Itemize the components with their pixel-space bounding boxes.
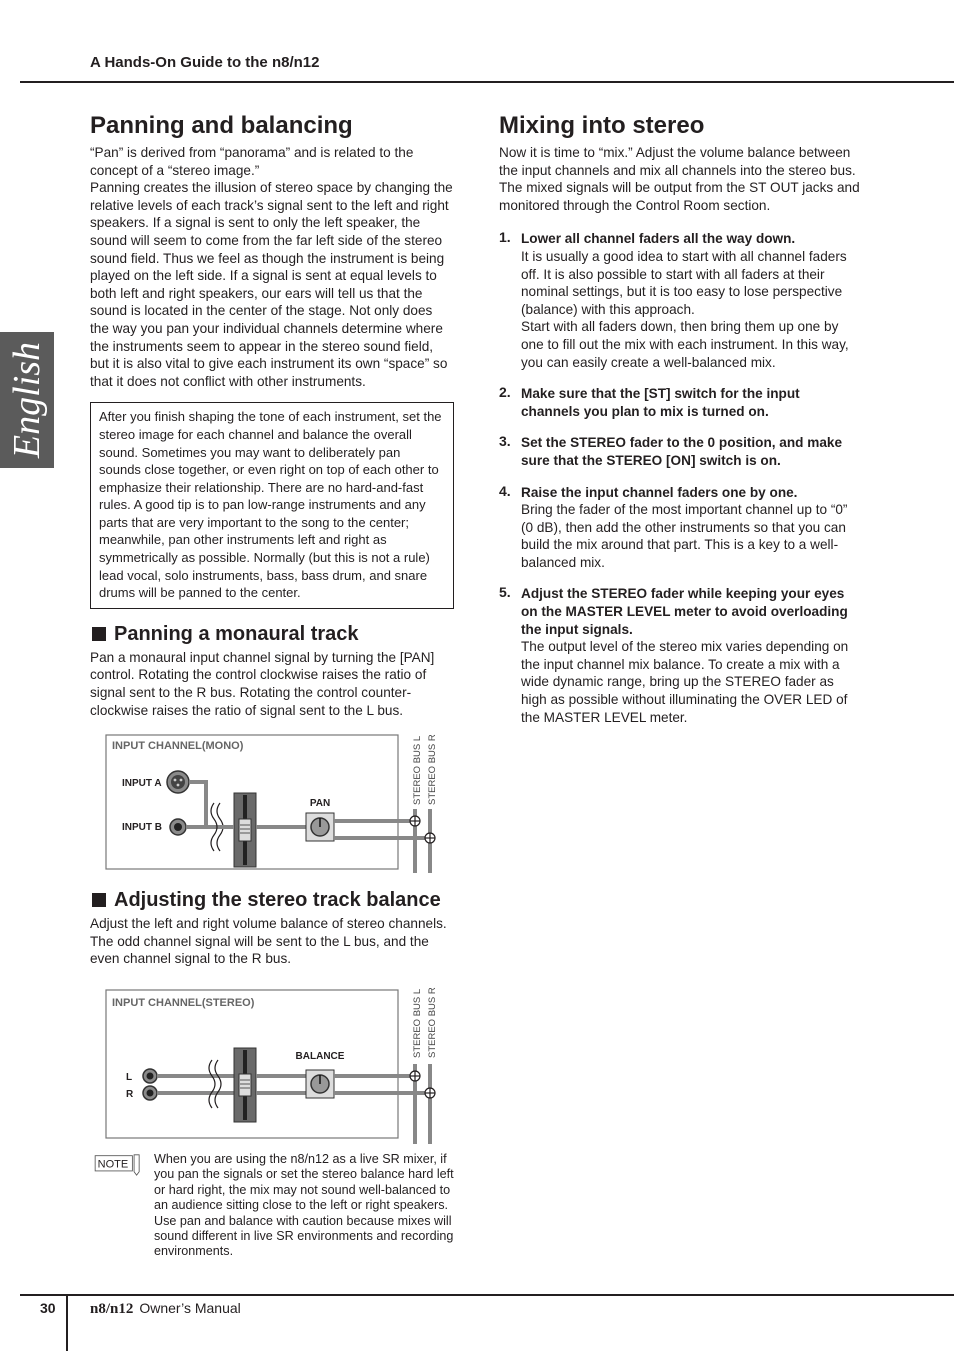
step-heading: Lower all channel faders all the way down. bbox=[521, 231, 796, 247]
language-tab bbox=[0, 332, 54, 468]
section-title-panning: Panning and balancing bbox=[90, 112, 353, 139]
step-number: 3. bbox=[499, 433, 511, 450]
intro-paragraph: “Pan” is derived from “panorama” and is related to the concept of a “stereo image.” bbox=[90, 145, 414, 178]
fader-icon bbox=[234, 1048, 256, 1122]
l-input-label: L bbox=[126, 1072, 133, 1083]
note-tag-icon bbox=[92, 1154, 144, 1176]
step-heading: Raise the input channel faders one by one. bbox=[521, 484, 798, 500]
mono-channel-title: INPUT CHANNEL(MONO) bbox=[112, 740, 244, 753]
step-body: Bring the fader of the most important channel up to “0” (0 dB), then add the other instruments so that you can build the mix around that part. This is a key to a well-balanced mix. bbox=[521, 502, 848, 570]
footer-rule bbox=[20, 1294, 954, 1296]
mono-paragraph: Pan a monaural input channel signal by turning the [PAN] control. Rotating the control clockwise raises the ratio of signal sent to the R bus. Rotating the control counter-clockwise raises the ratio of signal sent to the L bus. bbox=[90, 649, 435, 718]
input-a-label: INPUT A bbox=[122, 778, 162, 790]
stereo-paragraph: Adjust the left and right volume balance of stereo channels. The odd channel signal will be sent to the L bus, and the even channel signal to the R bus. bbox=[90, 916, 447, 967]
step-3 bbox=[499, 434, 861, 469]
subsection-title-mono-text: Panning a monaural track bbox=[114, 622, 359, 645]
manual-label: Owner’s Manual bbox=[139, 1300, 241, 1316]
note-tag-label: NOTE bbox=[97, 1158, 129, 1171]
pan-knob-icon bbox=[306, 813, 334, 841]
step-body-2: Start with all faders down, then bring them up one by one to fill out the mix with each instrument. In this way, you can easily create a well-balanced mix. bbox=[521, 319, 849, 370]
pan-label: PAN bbox=[309, 798, 331, 810]
step-5 bbox=[499, 585, 861, 726]
step-number: 1. bbox=[499, 229, 511, 246]
stereo-channel-title: INPUT CHANNEL(STEREO) bbox=[112, 997, 255, 1009]
fader-icon bbox=[234, 793, 256, 867]
mono-channel-diagram bbox=[90, 733, 454, 873]
section-title-mixing: Mixing into stereo bbox=[499, 112, 705, 139]
header-rule bbox=[20, 81, 954, 83]
step-body: The output level of the stereo mix varies depending on the input channel mix balance. To create a mix with a wide dynamic range, bring up the STEREO fader as high as possible without illuminating the OVER LED of the MASTER LEVEL meter. bbox=[521, 639, 849, 725]
panning-paragraph: Panning creates the illusion of stereo space by changing the relative levels of each track’s signal sent to the left and right speakers. If a signal is sent to only the left speaker, the sound will seem to come from the far left side of the stereo sound field. Thus we feel as though the instrument is being played on the left side. If a signal is sent at equal levels to both left and right speakers, our ears will tell us that the sound is located in the center of the stage. Not only does the way you pan your individual channels determine where the instruments seem to appear in the stereo sound field, but it is also vital to give each instrument its own “space” so that it does not conflict with other instruments. bbox=[90, 180, 453, 389]
xlr-jack-icon bbox=[167, 771, 189, 793]
stereo-channel-diagram bbox=[90, 984, 454, 1144]
mixing-output: The mixed signals will be output from the ST OUT jacks and monitored through the Control Room section. bbox=[499, 180, 860, 213]
stereo-bus-r-label: STEREO BUS R bbox=[427, 734, 438, 806]
r-jack-icon bbox=[143, 1086, 157, 1100]
note-text: When you are using the n8/n12 as a live SR mixer, if you pan the signals or set the stereo balance hard left or hard right, the mix may not sound well-balanced to an audience sitting close to the left or right speakers. Use pan and balance with caution because mixes will sound different in live SR environments and recording environments. bbox=[154, 1152, 454, 1259]
language-tab-label: English bbox=[6, 341, 48, 459]
step-4 bbox=[499, 484, 861, 572]
step-number: 4. bbox=[499, 482, 511, 499]
step-2 bbox=[499, 385, 861, 420]
page-number: 30 bbox=[40, 1300, 56, 1316]
mono-channel-svg bbox=[90, 733, 454, 873]
square-bullet-icon bbox=[92, 893, 106, 907]
mixing-intro: Now it is time to “mix.” Adjust the volume balance between the input channels and mix all channels into the stereo bus. bbox=[499, 145, 856, 178]
step-body: It is usually a good idea to start with all channel faders off. It is also possible to start with all faders at their nominal settings, but it is too easy to lose perspective (balance) with this approach. bbox=[521, 248, 847, 317]
phone-jack-icon bbox=[170, 819, 186, 835]
note-block bbox=[90, 1152, 454, 1260]
step-heading: Make sure that the [ST] switch for the input channels you plan to mix is turned on. bbox=[521, 386, 800, 419]
input-b-label: INPUT B bbox=[122, 822, 162, 834]
square-bullet-icon bbox=[92, 627, 106, 641]
subsection-title-mono bbox=[90, 623, 454, 646]
r-input-label: R bbox=[126, 1089, 134, 1100]
stereo-bus-l-label: STEREO BUS L bbox=[412, 736, 423, 806]
step-heading: Set the STEREO fader to the 0 position, and make sure that the STEREO [ON] switch is on. bbox=[521, 435, 843, 468]
footer-divider bbox=[66, 1294, 68, 1351]
stereo-bus-l-label: STEREO BUS L bbox=[412, 988, 423, 1058]
balance-knob-icon bbox=[306, 1070, 334, 1098]
left-column bbox=[90, 112, 454, 1260]
subsection-title-stereo bbox=[90, 889, 454, 912]
tip-text: After you finish shaping the tone of each instrument, set the stereo image for each channel and balance the overall sound. Sometimes you may want to deliberately pan sounds close together, or even right on top of each other to emphasize their relationship. There are no hard-and-fast rules. A good tip is to pan low-range instruments and any parts that are very important to the song to the center; meanwhile, pan other instruments left and right as symmetrically as possible. Normally (but this is not a rule) lead vocal, solo instruments, bass, bass drum, and snare drums will be panned to the center. bbox=[99, 409, 442, 601]
stereo-bus-r-label: STEREO BUS R bbox=[427, 987, 438, 1058]
stereo-channel-svg bbox=[90, 984, 454, 1144]
running-header: A Hands-On Guide to the n8/n12 bbox=[90, 54, 320, 71]
model-name: n8/n12 bbox=[90, 1301, 134, 1317]
subsection-title-stereo-text: Adjusting the stereo track balance bbox=[114, 889, 441, 912]
footer-title bbox=[90, 1300, 241, 1318]
balance-label: BALANCE bbox=[295, 1051, 345, 1062]
step-number: 5. bbox=[499, 584, 511, 601]
step-1 bbox=[499, 230, 861, 371]
right-column bbox=[499, 112, 861, 726]
tip-box bbox=[90, 402, 454, 609]
step-number: 2. bbox=[499, 384, 511, 401]
l-jack-icon bbox=[143, 1069, 157, 1083]
step-heading: Adjust the STEREO fader while keeping your eyes on the MASTER LEVEL meter to avoid overloading the input signals. bbox=[521, 586, 848, 637]
